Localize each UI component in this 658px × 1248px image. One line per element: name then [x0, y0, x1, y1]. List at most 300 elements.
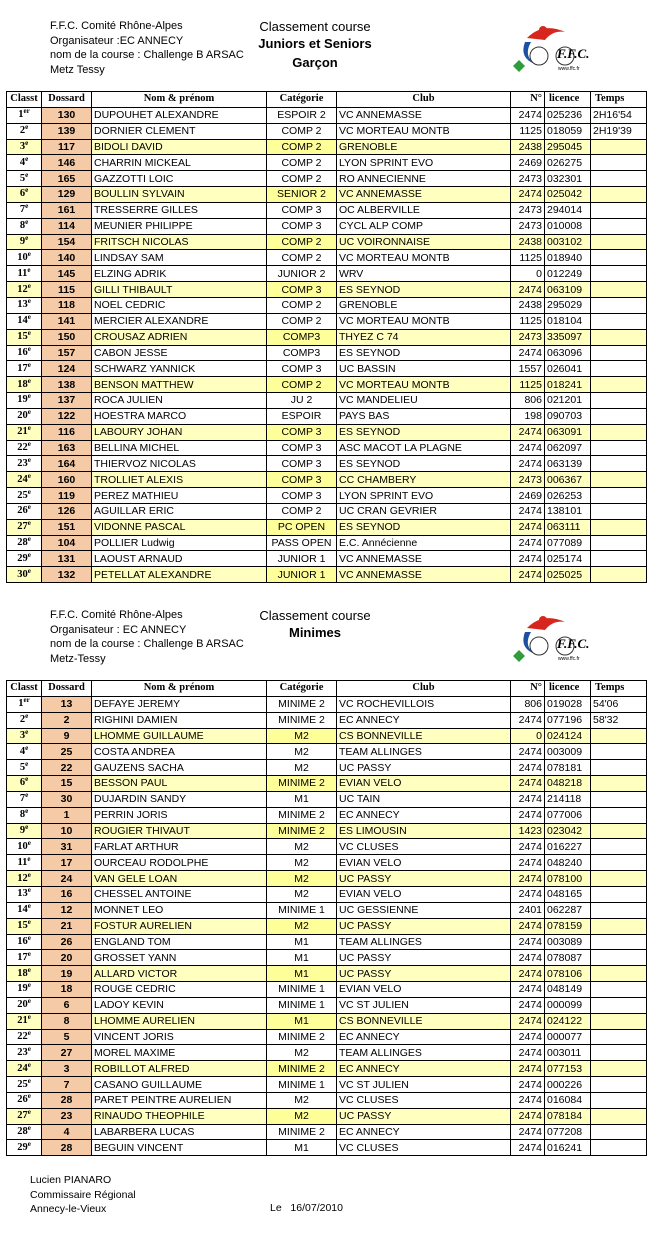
rank-number: 7	[19, 793, 26, 805]
category-cell: M2	[267, 886, 337, 902]
table-row	[7, 424, 647, 440]
table-row	[7, 234, 647, 250]
category-cell: M1	[267, 966, 337, 982]
name-cell: CROUSAZ ADRIEN	[92, 329, 267, 345]
rank-number: 3	[19, 140, 26, 152]
table-row	[7, 997, 647, 1013]
category-cell: MINIME 2	[267, 1061, 337, 1077]
number-cell: 0	[511, 266, 545, 282]
licence-cell: 025174	[545, 551, 591, 567]
rank-number: 22	[17, 1030, 28, 1042]
table-row	[7, 760, 647, 776]
rank-number: 23	[17, 457, 28, 469]
dossard-cell: 115	[42, 282, 92, 298]
table-row	[7, 886, 647, 902]
dossard-cell: 25	[42, 744, 92, 760]
dossard-cell: 31	[42, 839, 92, 855]
table-row	[7, 361, 647, 377]
rank-cell	[7, 187, 42, 203]
table-row	[7, 503, 647, 519]
table-row	[7, 313, 647, 329]
name-cell: LABOURY JOHAN	[92, 424, 267, 440]
rank-suffix: e	[25, 186, 29, 195]
licence-cell: 335097	[545, 329, 591, 345]
category-cell: MINIME 1	[267, 902, 337, 918]
rank-number: 27	[17, 521, 28, 533]
category-cell: M2	[267, 871, 337, 887]
rank-cell	[7, 760, 42, 776]
rank-suffix: e	[27, 297, 31, 306]
club-cell: VC MORTEAU MONTB	[337, 250, 511, 266]
number-cell: 806	[511, 393, 545, 409]
rank-cell	[7, 966, 42, 982]
licence-cell: 048218	[545, 776, 591, 792]
table-row	[7, 934, 647, 950]
col-dossard: Dossard	[42, 681, 92, 697]
dossard-cell: 28	[42, 1140, 92, 1156]
number-cell: 2474	[511, 776, 545, 792]
rank-cell	[7, 171, 42, 187]
rank-suffix: e	[27, 1108, 31, 1117]
licence-cell: 018104	[545, 313, 591, 329]
club-cell: EC ANNECY	[337, 807, 511, 823]
licence-cell: 003102	[545, 234, 591, 250]
number-cell: 0	[511, 728, 545, 744]
licence-cell: 078184	[545, 1108, 591, 1124]
rank-number: 10	[17, 251, 28, 263]
signature-place: Annecy-le-Vieux	[30, 1203, 107, 1215]
rank-cell	[7, 1077, 42, 1093]
time-cell	[591, 744, 647, 760]
rank-number: 5	[19, 761, 26, 773]
name-cell: CHARRIN MICKEAL	[92, 155, 267, 171]
dossard-cell: 1	[42, 807, 92, 823]
rank-suffix: e	[25, 123, 29, 132]
number-cell: 2474	[511, 760, 545, 776]
dossard-cell: 132	[42, 567, 92, 583]
rank-cell	[7, 791, 42, 807]
rank-number: 1	[18, 109, 24, 121]
table-header-row	[7, 681, 647, 697]
club-cell: GRENOBLE	[337, 139, 511, 155]
table-row	[7, 871, 647, 887]
club-cell: TEAM ALLINGES	[337, 934, 511, 950]
table-row	[7, 728, 647, 744]
licence-cell: 077089	[545, 535, 591, 551]
dossard-cell: 10	[42, 823, 92, 839]
club-cell: VC MORTEAU MONTB	[337, 377, 511, 393]
number-cell: 2473	[511, 202, 545, 218]
rank-number: 23	[17, 1046, 28, 1058]
rank-number: 5	[19, 172, 26, 184]
club-cell: VC ST JULIEN	[337, 1077, 511, 1093]
time-cell	[591, 1013, 647, 1029]
rank-number: 20	[17, 999, 28, 1011]
rank-suffix: e	[27, 471, 31, 480]
rank-suffix: e	[25, 202, 29, 211]
rank-cell	[7, 934, 42, 950]
licence-cell: 019028	[545, 696, 591, 712]
name-cell: ELZING ADRIK	[92, 266, 267, 282]
club-cell: EC ANNECY	[337, 1029, 511, 1045]
rank-number: 29	[17, 552, 28, 564]
number-cell: 2469	[511, 488, 545, 504]
table-row	[7, 1013, 647, 1029]
number-cell: 1557	[511, 361, 545, 377]
rank-number: 2	[19, 125, 26, 137]
dossard-cell: 7	[42, 1077, 92, 1093]
number-cell: 2474	[511, 1029, 545, 1045]
category-cell: M2	[267, 1045, 337, 1061]
time-cell	[591, 361, 647, 377]
rank-suffix: e	[27, 424, 31, 433]
rank-cell	[7, 744, 42, 760]
club-cell: VC ANNEMASSE	[337, 187, 511, 203]
col-time: Temps	[591, 681, 647, 697]
dossard-cell: 6	[42, 997, 92, 1013]
name-cell: CABON JESSE	[92, 345, 267, 361]
number-cell: 1423	[511, 823, 545, 839]
time-cell	[591, 966, 647, 982]
table-row	[7, 472, 647, 488]
number-cell: 2474	[511, 1092, 545, 1108]
number-cell: 2474	[511, 1061, 545, 1077]
rank-number: 12	[17, 283, 28, 295]
table-row	[7, 440, 647, 456]
title-line: Classement course	[259, 19, 371, 34]
time-cell	[591, 839, 647, 855]
rank-number: 4	[19, 156, 26, 168]
number-cell: 1125	[511, 123, 545, 139]
time-cell	[591, 266, 647, 282]
rank-number: 25	[17, 1078, 28, 1090]
name-cell: ROBILLOT ALFRED	[92, 1061, 267, 1077]
rank-cell	[7, 950, 42, 966]
rank-suffix: er	[23, 696, 30, 705]
table-row	[7, 107, 647, 123]
col-club: Club	[337, 92, 511, 108]
number-cell: 2438	[511, 139, 545, 155]
logo-url: www.ffc.fr	[558, 656, 580, 662]
rank-suffix: e	[27, 440, 31, 448]
table-row	[7, 171, 647, 187]
table-row	[7, 266, 647, 282]
table-row	[7, 250, 647, 266]
rank-number: 28	[17, 1126, 28, 1138]
time-cell	[591, 297, 647, 313]
number-cell: 2474	[511, 1013, 545, 1029]
time-cell	[591, 934, 647, 950]
name-cell: MERCIER ALEXANDRE	[92, 313, 267, 329]
dossard-cell: 17	[42, 855, 92, 871]
club-cell: RO ANNECIENNE	[337, 171, 511, 187]
time-cell	[591, 807, 647, 823]
category-cell: COMP 3	[267, 282, 337, 298]
section-1-title	[250, 18, 380, 71]
licence-cell: 003011	[545, 1045, 591, 1061]
gender-title: Garçon	[292, 55, 338, 70]
licence-cell: 295045	[545, 139, 591, 155]
category-cell: MINIME 2	[267, 696, 337, 712]
rank-cell	[7, 1045, 42, 1061]
rank-cell	[7, 123, 42, 139]
rank-cell	[7, 982, 42, 998]
club-cell: EVIAN VELO	[337, 886, 511, 902]
number-cell: 2474	[511, 934, 545, 950]
time-cell	[591, 171, 647, 187]
club-cell: VC MANDELIEU	[337, 393, 511, 409]
licence-cell: 024122	[545, 1013, 591, 1029]
time-cell	[591, 1124, 647, 1140]
name-cell: CHESSEL ANTOINE	[92, 886, 267, 902]
rank-cell	[7, 1061, 42, 1077]
licence-cell: 016241	[545, 1140, 591, 1156]
logo-text: F.F.C.	[557, 46, 590, 61]
club-cell: WRV	[337, 266, 511, 282]
time-cell	[591, 329, 647, 345]
rank-suffix: e	[27, 1013, 31, 1022]
club-cell: VC ST JULIEN	[337, 997, 511, 1013]
name-cell: BELLINA MICHEL	[92, 440, 267, 456]
category-cell: COMP 3	[267, 472, 337, 488]
name-cell: FRITSCH NICOLAS	[92, 234, 267, 250]
rank-cell	[7, 1029, 42, 1045]
category-cell: COMP 2	[267, 155, 337, 171]
rank-suffix: e	[27, 519, 31, 528]
club-cell: UC PASSY	[337, 950, 511, 966]
number-cell: 2474	[511, 1045, 545, 1061]
rank-suffix: e	[25, 775, 29, 784]
licence-cell: 006367	[545, 472, 591, 488]
dossard-cell: 20	[42, 950, 92, 966]
name-cell: RIGHINI DAMIEN	[92, 712, 267, 728]
name-cell: GAZZOTTI LOIC	[92, 171, 267, 187]
time-cell	[591, 902, 647, 918]
rank-number: 14	[17, 315, 28, 327]
club-cell: VC CLUSES	[337, 839, 511, 855]
number-cell: 2474	[511, 440, 545, 456]
rank-cell	[7, 297, 42, 313]
club-cell: VC ANNEMASSE	[337, 107, 511, 123]
dossard-cell: 150	[42, 329, 92, 345]
name-cell: MONNET LEO	[92, 902, 267, 918]
category-cell: M2	[267, 1092, 337, 1108]
rank-cell	[7, 329, 42, 345]
club-cell: VC ANNEMASSE	[337, 567, 511, 583]
rank-suffix: e	[25, 170, 29, 179]
rank-number: 30	[17, 568, 28, 580]
category-cell: M2	[267, 839, 337, 855]
rank-number: 11	[17, 267, 28, 279]
name-cell: DUJARDIN SANDY	[92, 791, 267, 807]
rank-cell	[7, 408, 42, 424]
table-row	[7, 329, 647, 345]
category-cell: COMP 3	[267, 456, 337, 472]
table-row	[7, 1108, 647, 1124]
time-cell	[591, 728, 647, 744]
number-cell: 2474	[511, 982, 545, 998]
time-cell	[591, 393, 647, 409]
category-cell: M2	[267, 728, 337, 744]
rank-cell	[7, 871, 42, 887]
name-cell: DORNIER CLEMENT	[92, 123, 267, 139]
table-row	[7, 345, 647, 361]
name-cell: CASANO GUILLAUME	[92, 1077, 267, 1093]
results-table-minimes	[6, 680, 647, 1156]
rank-cell	[7, 776, 42, 792]
dossard-cell: 137	[42, 393, 92, 409]
dossard-cell: 9	[42, 728, 92, 744]
number-cell: 2474	[511, 424, 545, 440]
dossard-cell: 165	[42, 171, 92, 187]
rank-suffix: e	[25, 823, 29, 832]
dossard-cell: 116	[42, 424, 92, 440]
dossard-cell: 122	[42, 408, 92, 424]
time-cell	[591, 886, 647, 902]
rank-number: 2	[19, 714, 26, 726]
rank-suffix: e	[27, 886, 31, 895]
club-cell: UC BASSIN	[337, 361, 511, 377]
results-table-juniors-seniors	[6, 91, 647, 583]
rank-suffix: e	[27, 566, 31, 575]
rank-suffix: e	[27, 1044, 31, 1053]
name-cell: BENSON MATTHEW	[92, 377, 267, 393]
name-cell: VIDONNE PASCAL	[92, 519, 267, 535]
club-cell: ASC MACOT LA PLAGNE	[337, 440, 511, 456]
table-row	[7, 155, 647, 171]
name-cell: ROUGIER THIVAUT	[92, 823, 267, 839]
rank-number: 11	[17, 856, 28, 868]
ffc-logo-icon	[505, 608, 600, 670]
rank-suffix: e	[27, 535, 31, 544]
category-cell: COMP 3	[267, 488, 337, 504]
dossard-cell: 151	[42, 519, 92, 535]
rank-suffix: e	[27, 487, 31, 496]
club-cell: TEAM ALLINGES	[337, 1045, 511, 1061]
time-cell	[591, 313, 647, 329]
club-cell: VC ROCHEVILLOIS	[337, 696, 511, 712]
time-cell	[591, 855, 647, 871]
rank-number: 14	[17, 904, 28, 916]
name-cell: MEUNIER PHILIPPE	[92, 218, 267, 234]
table-row	[7, 567, 647, 583]
dossard-cell: 16	[42, 886, 92, 902]
club-cell: VC CLUSES	[337, 1092, 511, 1108]
table-row	[7, 982, 647, 998]
time-cell	[591, 503, 647, 519]
category-cell: COMP 3	[267, 218, 337, 234]
time-cell	[591, 567, 647, 583]
time-cell	[591, 250, 647, 266]
rank-number: 12	[17, 872, 28, 884]
col-club: Club	[337, 681, 511, 697]
club-cell: LYON SPRINT EVO	[337, 155, 511, 171]
rank-suffix: e	[27, 934, 31, 942]
dossard-cell: 18	[42, 982, 92, 998]
rank-cell	[7, 361, 42, 377]
club-cell: ES SEYNOD	[337, 282, 511, 298]
name-cell: COSTA ANDREA	[92, 744, 267, 760]
category-cell: COMP 2	[267, 313, 337, 329]
rank-cell	[7, 918, 42, 934]
time-cell	[591, 155, 647, 171]
name-cell: ENGLAND TOM	[92, 934, 267, 950]
number-cell: 2474	[511, 1124, 545, 1140]
time-cell	[591, 1045, 647, 1061]
rank-number: 8	[19, 809, 26, 821]
name-cell: RINAUDO THEOPHILE	[92, 1108, 267, 1124]
name-cell: DUPOUHET ALEXANDRE	[92, 107, 267, 123]
table-row	[7, 1124, 647, 1140]
dossard-cell: 28	[42, 1092, 92, 1108]
col-rank: Classt	[7, 92, 42, 108]
club-cell: UC PASSY	[337, 1108, 511, 1124]
rank-cell	[7, 456, 42, 472]
club-cell: ES SEYNOD	[337, 456, 511, 472]
category-cell: MINIME 2	[267, 712, 337, 728]
ffc-logo	[505, 608, 600, 670]
name-cell: VINCENT JORIS	[92, 1029, 267, 1045]
time-cell	[591, 950, 647, 966]
rank-number: 18	[17, 967, 28, 979]
name-cell: FOSTUR AURELIEN	[92, 918, 267, 934]
number-cell: 2438	[511, 297, 545, 313]
category-cell: M2	[267, 918, 337, 934]
time-cell	[591, 282, 647, 298]
category-cell: ESPOIR	[267, 408, 337, 424]
rank-cell	[7, 902, 42, 918]
rank-suffix: e	[27, 392, 31, 401]
rank-cell	[7, 886, 42, 902]
rank-suffix: e	[27, 838, 31, 847]
licence-cell: 003009	[545, 744, 591, 760]
rank-number: 26	[17, 1094, 28, 1106]
time-cell: 2H19'39	[591, 123, 647, 139]
rank-suffix: e	[27, 1092, 31, 1101]
dossard-cell: 22	[42, 760, 92, 776]
number-cell: 2474	[511, 535, 545, 551]
category-title: Minimes	[288, 625, 341, 640]
rank-cell	[7, 519, 42, 535]
rank-cell	[7, 345, 42, 361]
time-cell	[591, 440, 647, 456]
number-cell: 2473	[511, 171, 545, 187]
licence-cell: 138101	[545, 503, 591, 519]
table-row	[7, 776, 647, 792]
licence-cell: 023042	[545, 823, 591, 839]
licence-cell: 078087	[545, 950, 591, 966]
race-name-line: nom de la course : Challenge B ARSAC	[50, 49, 244, 61]
category-cell: M1	[267, 1013, 337, 1029]
dossard-cell: 138	[42, 377, 92, 393]
number-cell: 2474	[511, 187, 545, 203]
logo-text: F.F.C.	[557, 636, 590, 651]
club-cell: PAYS BAS	[337, 408, 511, 424]
category-cell: COMP3	[267, 329, 337, 345]
licence-cell: 062097	[545, 440, 591, 456]
col-dossard: Dossard	[42, 92, 92, 108]
rank-cell	[7, 1108, 42, 1124]
table-row	[7, 696, 647, 712]
category-cell: M2	[267, 760, 337, 776]
number-cell: 2474	[511, 1077, 545, 1093]
table-header-row	[7, 92, 647, 108]
table-row	[7, 1092, 647, 1108]
club-cell: EC ANNECY	[337, 712, 511, 728]
dossard-cell: 164	[42, 456, 92, 472]
number-cell: 2474	[511, 1140, 545, 1156]
name-cell: POLLIER Ludwig	[92, 535, 267, 551]
